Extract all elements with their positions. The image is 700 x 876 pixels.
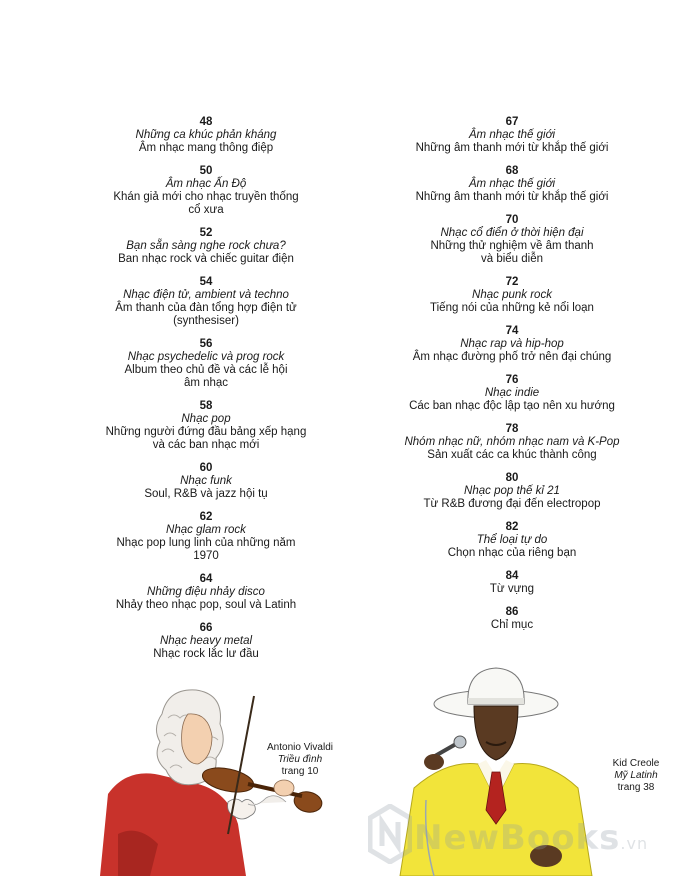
toc-page-number: 58 bbox=[199, 400, 213, 412]
toc-title: Âm nhạc Ấn Độ bbox=[165, 178, 247, 190]
toc-title: Nhạc indie bbox=[484, 387, 540, 399]
toc-page-number: 54 bbox=[199, 276, 213, 288]
toc-description: Ban nhạc rock và chiếc guitar điện bbox=[118, 253, 294, 265]
toc-title: Nhạc psychedelic và prog rock bbox=[127, 351, 285, 363]
toc-title: Nhóm nhạc nữ, nhóm nhạc nam và K-Pop bbox=[404, 436, 620, 448]
toc-entry bbox=[392, 165, 632, 204]
toc-title: Những điệu nhảy disco bbox=[147, 586, 265, 598]
toc-page-number: 82 bbox=[505, 521, 519, 533]
watermark-suffix: .vn bbox=[620, 834, 649, 853]
toc-description: Sản xuất các ca khúc thành công bbox=[427, 449, 597, 461]
toc-entry bbox=[392, 606, 632, 632]
kid-creole-caption bbox=[604, 758, 668, 794]
toc-page-number: 48 bbox=[199, 116, 213, 128]
vivaldi-name: Antonio Vivaldi bbox=[267, 742, 333, 753]
toc-entry bbox=[86, 276, 326, 328]
toc-title: Nhạc glam rock bbox=[166, 524, 246, 536]
toc-title: Âm nhạc thế giới bbox=[468, 129, 556, 141]
toc-entry bbox=[392, 521, 632, 560]
toc-description: Nhạc pop lung linh của những năm 1970 bbox=[116, 537, 296, 562]
toc-description: Những âm thanh mới từ khắp thế giới bbox=[415, 142, 609, 154]
kid-creole-name: Kid Creole bbox=[612, 758, 660, 769]
vivaldi-caption bbox=[262, 742, 338, 778]
toc-description: Âm thanh của đàn tổng hợp điện tử (synthesiser) bbox=[115, 302, 297, 327]
toc-entry bbox=[392, 276, 632, 315]
toc-entry bbox=[392, 374, 632, 413]
toc-entry bbox=[86, 227, 326, 266]
toc-entry bbox=[86, 622, 326, 661]
toc-description: Âm nhạc đường phố trở nên đại chúng bbox=[412, 351, 612, 363]
toc-title: Nhạc rap và hip-hop bbox=[460, 338, 564, 350]
toc-entry bbox=[86, 400, 326, 452]
toc-description: Từ vựng bbox=[489, 583, 535, 595]
toc-entry bbox=[86, 573, 326, 612]
toc-page-number: 62 bbox=[199, 511, 213, 523]
toc-page-number: 50 bbox=[199, 165, 213, 177]
toc-description: Âm nhạc mang thông điệp bbox=[138, 142, 274, 154]
toc-title: Nhạc cổ điển ở thời hiện đại bbox=[440, 227, 584, 239]
toc-title: Nhạc điện tử, ambient và techno bbox=[123, 289, 289, 301]
toc-page-number: 80 bbox=[505, 472, 519, 484]
toc-entry bbox=[86, 338, 326, 390]
toc-entry bbox=[86, 462, 326, 501]
toc-page-number: 70 bbox=[505, 214, 519, 226]
toc-title: Bạn sẵn sàng nghe rock chưa? bbox=[126, 240, 286, 252]
toc-entry bbox=[392, 472, 632, 511]
toc-description: Khán giả mới cho nhạc truyền thống cổ xưa bbox=[113, 191, 299, 216]
toc-description: Nhạc rock lắc lư đầu bbox=[153, 648, 259, 660]
toc-description: Từ R&B đương đại đến electropop bbox=[423, 498, 601, 510]
vivaldi-section: Triều đình bbox=[277, 754, 323, 765]
toc-entry bbox=[86, 116, 326, 155]
toc-entry bbox=[86, 511, 326, 563]
vivaldi-illustration bbox=[78, 684, 348, 876]
toc-title: Nhạc pop bbox=[181, 413, 231, 425]
toc-entry bbox=[86, 165, 326, 217]
toc-title: Nhạc funk bbox=[180, 475, 232, 487]
toc-title: Nhạc punk rock bbox=[472, 289, 552, 301]
newbooks-watermark bbox=[368, 800, 698, 870]
toc-column-left bbox=[86, 116, 326, 671]
toc-page-number: 66 bbox=[199, 622, 213, 634]
toc-title: Thể loại tự do bbox=[476, 534, 548, 546]
watermark-text bbox=[414, 818, 648, 858]
toc-page-number: 56 bbox=[199, 338, 213, 350]
toc-column-right bbox=[392, 116, 632, 642]
kid-creole-section: Mỹ Latinh bbox=[614, 770, 658, 781]
toc-page-number: 68 bbox=[505, 165, 519, 177]
toc-description: Những thử nghiệm về âm thanh và biểu diễn bbox=[430, 240, 594, 265]
toc-entry bbox=[392, 325, 632, 364]
toc-page-number: 84 bbox=[505, 570, 519, 582]
toc-title: Những ca khúc phản kháng bbox=[135, 129, 277, 141]
toc-title: Nhạc pop thế kỉ 21 bbox=[464, 485, 560, 497]
toc-page-number: 86 bbox=[505, 606, 519, 618]
toc-page-number: 74 bbox=[505, 325, 519, 337]
toc-description: Chọn nhạc của riêng bạn bbox=[447, 547, 577, 559]
toc-title: Nhạc heavy metal bbox=[159, 635, 253, 647]
toc-description: Tiếng nói của những kẻ nổi loạn bbox=[430, 302, 594, 314]
toc-description: Những người đứng đầu bảng xếp hạng và các ban nhạc mới bbox=[105, 426, 307, 451]
toc-entry bbox=[392, 214, 632, 266]
toc-description: Album theo chủ đề và các lễ hội âm nhạc bbox=[124, 364, 288, 389]
toc-page-number: 60 bbox=[199, 462, 213, 474]
toc-description: Nhảy theo nhạc pop, soul và Latinh bbox=[115, 599, 297, 611]
toc-page-number: 67 bbox=[505, 116, 519, 128]
toc-entry bbox=[392, 570, 632, 596]
toc-description: Các ban nhạc độc lập tạo nên xu hướng bbox=[409, 400, 615, 412]
toc-description: Những âm thanh mới từ khắp thế giới bbox=[415, 191, 609, 203]
toc-page-number: 52 bbox=[199, 227, 213, 239]
newbooks-logo-icon bbox=[368, 804, 412, 864]
toc-page-number: 76 bbox=[505, 374, 519, 386]
toc-page-number: 78 bbox=[505, 423, 519, 435]
vivaldi-page: trang 10 bbox=[281, 766, 319, 777]
watermark-brand: NewBooks bbox=[414, 818, 621, 858]
toc-description: Chỉ mục bbox=[490, 619, 534, 631]
toc-entry bbox=[392, 423, 632, 462]
toc-page-number: 64 bbox=[199, 573, 213, 585]
kid-creole-page: trang 38 bbox=[617, 782, 655, 793]
toc-page-number: 72 bbox=[505, 276, 519, 288]
toc-description: Soul, R&B và jazz hội tụ bbox=[144, 488, 268, 500]
toc-entry bbox=[392, 116, 632, 155]
toc-title: Âm nhạc thế giới bbox=[468, 178, 556, 190]
